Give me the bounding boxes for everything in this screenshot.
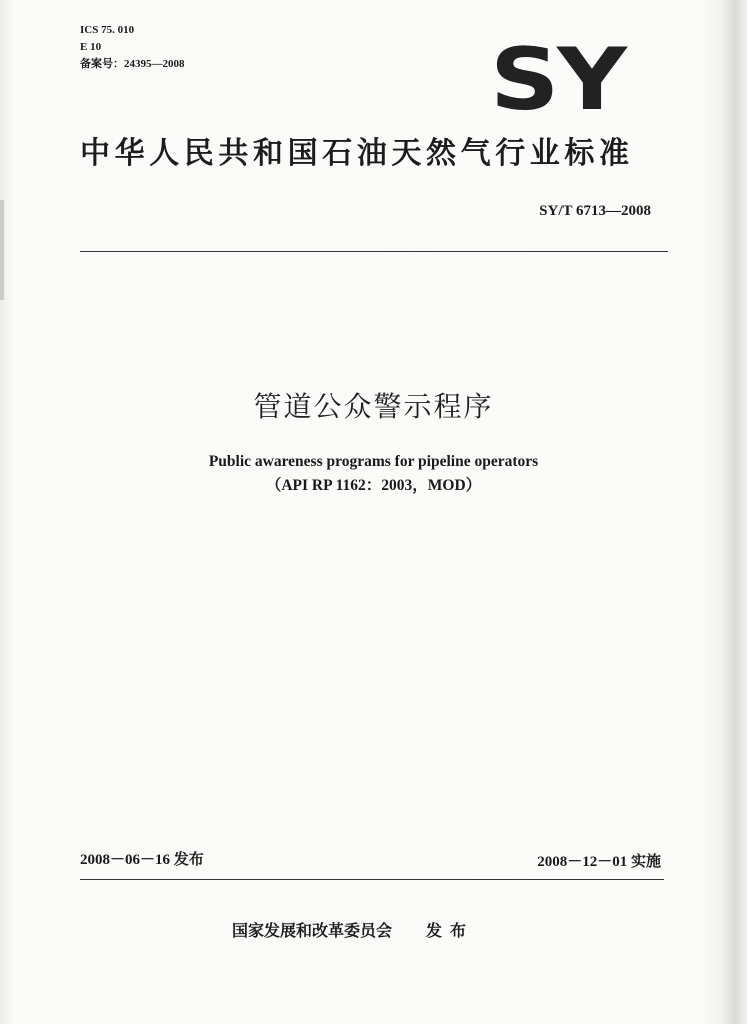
standard-number: SY/T 6713—2008: [539, 203, 651, 219]
publisher-name: 国家发展和改革委员会: [232, 921, 393, 940]
category-code: E 10: [80, 41, 102, 53]
implementation-date: 2008－12－01 实施: [537, 854, 661, 870]
publish-label: 发布: [426, 921, 475, 940]
bottom-divider: [80, 879, 664, 880]
record-number: 备案号：24395—2008: [80, 58, 185, 70]
document-title-english: [0, 450, 747, 498]
ics-code: ICS 75. 010: [80, 24, 135, 36]
sy-logo: SY: [490, 30, 625, 130]
publisher: [232, 918, 474, 941]
issue-date: 2008－06－16 发布: [80, 852, 204, 868]
scan-edge: [0, 200, 4, 300]
english-title-line: Public awareness programs for pipeline operators: [208, 453, 539, 470]
standard-type-title: 中华人民共和国石油天然气行业标准: [80, 136, 634, 171]
top-divider: [80, 251, 668, 252]
classification-block: [80, 22, 185, 73]
adoption-reference: （API RP 1162：2003，MOD）: [265, 477, 482, 494]
document-title-chinese: 管道公众警示程序: [253, 390, 494, 423]
